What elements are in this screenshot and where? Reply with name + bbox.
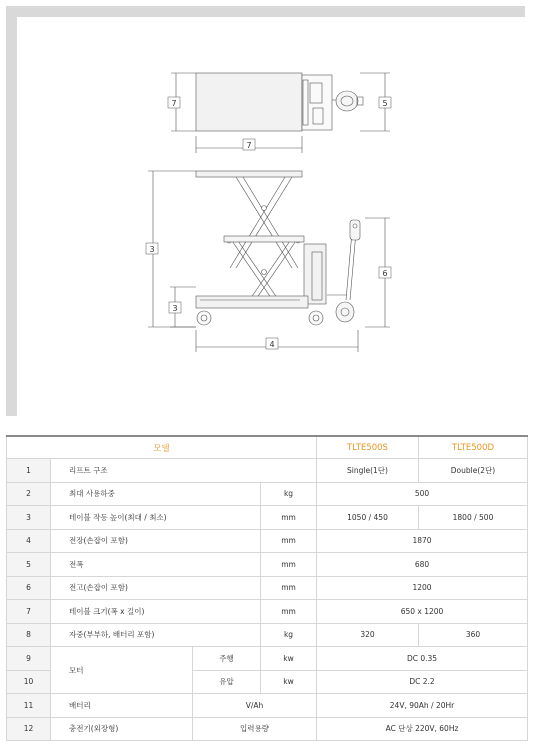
row-number: 6: [7, 576, 51, 600]
dim-label-min-height: 3: [172, 304, 178, 313]
table-top-view: [196, 73, 302, 131]
table-row: [7, 482, 528, 506]
row-label: 모터: [51, 647, 193, 694]
value-s: Single(1단): [317, 459, 419, 483]
table-row: [7, 506, 528, 530]
row-label: 전고(손잡이 포함): [51, 576, 261, 600]
base-frame: [196, 296, 308, 308]
row-label: 테이블 작동 높이(최대 / 최소): [51, 506, 261, 530]
table-row: [7, 647, 528, 671]
battery-box: [304, 244, 326, 304]
value-shared: 24V, 90Ah / 20Hr: [317, 694, 528, 718]
value-shared: 680: [317, 553, 528, 577]
row-unit: kg: [261, 482, 317, 506]
dim-label-handle-width: 5: [382, 99, 388, 108]
row-number: 8: [7, 623, 51, 647]
row-unit: kw: [261, 670, 317, 694]
value-shared: AC 단상 220V, 60Hz: [317, 717, 528, 741]
row-label: 자중(부부하, 배터리 포함): [51, 623, 261, 647]
dim-label-overall-height: 6: [382, 269, 388, 278]
row-number: 9: [7, 647, 51, 671]
rear-wheel: [309, 311, 323, 325]
row-unit: V/Ah: [193, 694, 317, 718]
dim-label-max-height: 3: [149, 245, 155, 254]
row-number: 3: [7, 506, 51, 530]
row-unit: mm: [261, 576, 317, 600]
table-row: [7, 600, 528, 624]
row-label: 전장(손잡이 포함): [51, 529, 261, 553]
row-number: 4: [7, 529, 51, 553]
value-d: Double(2단): [419, 459, 528, 483]
value-shared: 650 x 1200: [317, 600, 528, 624]
value-shared: DC 2.2: [317, 670, 528, 694]
row-number: 10: [7, 670, 51, 694]
row-unit: mm: [261, 600, 317, 624]
table-side-view: [196, 171, 302, 177]
row-number: 5: [7, 553, 51, 577]
header-tlte500d: TLTE500D: [419, 436, 528, 459]
handle-grip: [350, 220, 360, 240]
row-number: 12: [7, 717, 51, 741]
row-unit: mm: [261, 529, 317, 553]
row-sublabel: 주행: [193, 647, 261, 671]
row-label: 최대 사용하중: [51, 482, 261, 506]
row-unit: 입력용량: [193, 717, 317, 741]
row-label: 전폭: [51, 553, 261, 577]
row-number: 2: [7, 482, 51, 506]
value-shared: 1870: [317, 529, 528, 553]
row-label: 테이블 크기(폭 x 길이): [51, 600, 261, 624]
table-row: [7, 553, 528, 577]
header-model: 모델: [7, 436, 317, 459]
row-number: 7: [7, 600, 51, 624]
row-unit: mm: [261, 506, 317, 530]
table-row: [7, 623, 528, 647]
value-s: 1050 / 450: [317, 506, 419, 530]
spec-table: [6, 435, 528, 741]
value-s: 320: [317, 623, 419, 647]
value-d: 360: [419, 623, 528, 647]
row-unit: mm: [261, 553, 317, 577]
handle-top: [336, 91, 358, 111]
value-shared: 500: [317, 482, 528, 506]
row-number: 1: [7, 459, 51, 483]
row-label: 리프트 구조: [51, 459, 317, 483]
dim-label-table-length: 7: [246, 141, 252, 150]
table-row: [7, 459, 528, 483]
value-shared: DC 0.35: [317, 647, 528, 671]
row-label: 충전기(외장형): [51, 717, 193, 741]
dim-label-top-height: 7: [171, 99, 177, 108]
header-tlte500s: TLTE500S: [317, 436, 419, 459]
row-number: 11: [7, 694, 51, 718]
value-shared: 1200: [317, 576, 528, 600]
table-row: [7, 529, 528, 553]
front-wheel: [197, 311, 211, 325]
table-row: [7, 694, 528, 718]
row-unit: kw: [261, 647, 317, 671]
table-row: [7, 717, 528, 741]
row-label: 배터리: [51, 694, 193, 718]
row-sublabel: 유압: [193, 670, 261, 694]
drive-wheel: [336, 302, 354, 322]
row-unit: kg: [261, 623, 317, 647]
table-row: [7, 576, 528, 600]
dim-label-overall-length: 4: [269, 340, 275, 349]
table-header-row: [7, 436, 528, 459]
value-d: 1800 / 500: [419, 506, 528, 530]
